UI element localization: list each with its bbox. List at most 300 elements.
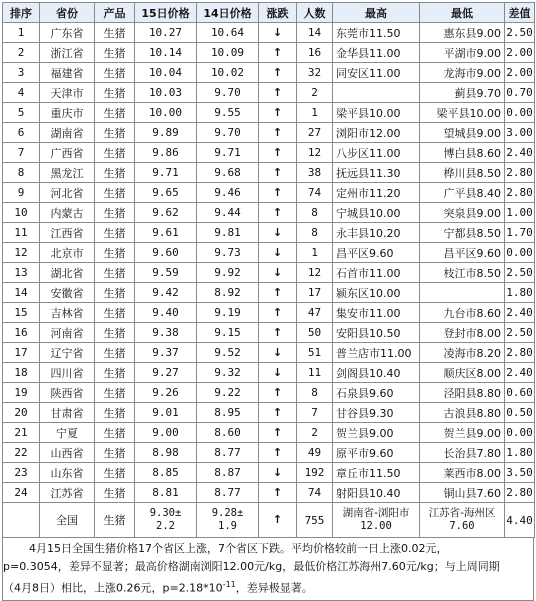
- row-price-15: 9.40: [135, 303, 197, 323]
- header-product: 产品: [95, 3, 135, 23]
- note-line-3-text: （4月8日）相比，上涨0.26元，p=2.18*10: [3, 581, 223, 595]
- row-diff: 2.00: [505, 63, 535, 83]
- row-count: 11: [297, 363, 333, 383]
- row-count: 12: [297, 143, 333, 163]
- row-highest: 浏阳市12.00: [333, 123, 420, 143]
- row-lowest: 枝江市8.50: [420, 263, 505, 283]
- row-highest: 梁平县10.00: [333, 103, 420, 123]
- row-highest: 贺兰县9.00: [333, 423, 420, 443]
- row-product: 生猪: [95, 103, 135, 123]
- row-diff: 0.60: [505, 383, 535, 403]
- total-diff: 4.40: [505, 503, 535, 538]
- row-rank: 23: [3, 463, 40, 483]
- row-diff: 0.00: [505, 243, 535, 263]
- row-lowest: 惠东县9.00: [420, 23, 505, 43]
- row-highest: 八步区11.00: [333, 143, 420, 163]
- row-product: 生猪: [95, 223, 135, 243]
- row-highest: 宁城县10.00: [333, 203, 420, 223]
- row-price-15: 9.60: [135, 243, 197, 263]
- row-diff: 2.80: [505, 183, 535, 203]
- row-count: 12: [297, 263, 333, 283]
- row-product: 生猪: [95, 443, 135, 463]
- note-line-3-exponent: -11: [222, 580, 236, 589]
- row-highest: 原平市9.60: [333, 443, 420, 463]
- row-lowest: 长治县7.80: [420, 443, 505, 463]
- row-price-15: 9.89: [135, 123, 197, 143]
- total-lowest: [420, 503, 505, 538]
- row-change-arrow: ↑: [259, 423, 297, 443]
- header-highest: 最高: [333, 3, 420, 23]
- row-lowest: 龙海市9.00: [420, 63, 505, 83]
- table-row: [3, 423, 535, 443]
- total-rank: [3, 503, 40, 538]
- row-province: 河南省: [40, 323, 95, 343]
- row-change-arrow: ↑: [259, 103, 297, 123]
- row-price-15: 9.01: [135, 403, 197, 423]
- row-product: 生猪: [95, 463, 135, 483]
- row-province: 广东省: [40, 23, 95, 43]
- row-highest: 永丰县10.20: [333, 223, 420, 243]
- row-product: 生猪: [95, 23, 135, 43]
- row-province: 内蒙古: [40, 203, 95, 223]
- row-rank: 9: [3, 183, 40, 203]
- table-row: [3, 263, 535, 283]
- price-table: [2, 2, 535, 538]
- total-price-15: [135, 503, 197, 538]
- row-diff: 2.80: [505, 483, 535, 503]
- row-province: 黑龙江: [40, 163, 95, 183]
- total-lowest-place: 江苏省-海州区: [428, 507, 496, 519]
- row-count: 49: [297, 443, 333, 463]
- table-row: [3, 443, 535, 463]
- row-product: 生猪: [95, 363, 135, 383]
- row-rank: 4: [3, 83, 40, 103]
- row-product: 生猪: [95, 123, 135, 143]
- row-lowest: 桦川县8.50: [420, 163, 505, 183]
- row-highest: 东莞市11.50: [333, 23, 420, 43]
- row-province: 广西省: [40, 143, 95, 163]
- row-change-arrow: ↓: [259, 463, 297, 483]
- row-price-14: 9.71: [197, 143, 259, 163]
- row-rank: 12: [3, 243, 40, 263]
- header-price-14: 14日价格: [197, 3, 259, 23]
- row-rank: 16: [3, 323, 40, 343]
- row-diff: 2.80: [505, 343, 535, 363]
- table-row: [3, 403, 535, 423]
- row-product: 生猪: [95, 283, 135, 303]
- row-price-14: 9.52: [197, 343, 259, 363]
- row-count: 16: [297, 43, 333, 63]
- row-highest: 射阳县10.40: [333, 483, 420, 503]
- row-price-14: 9.32: [197, 363, 259, 383]
- row-lowest: 九台市8.60: [420, 303, 505, 323]
- table-row: [3, 363, 535, 383]
- row-highest: 颍东区10.00: [333, 283, 420, 303]
- total-count: 755: [297, 503, 333, 538]
- row-province: 山西省: [40, 443, 95, 463]
- row-count: 50: [297, 323, 333, 343]
- row-change-arrow: ↓: [259, 23, 297, 43]
- total-lowest-price: 7.60: [449, 520, 475, 532]
- row-province: 福建省: [40, 63, 95, 83]
- row-highest: 普兰店市11.00: [333, 343, 420, 363]
- table-row: [3, 43, 535, 63]
- row-change-arrow: ↑: [259, 143, 297, 163]
- total-price-15-mean: 9.30±: [149, 507, 182, 519]
- row-price-14: 10.02: [197, 63, 259, 83]
- row-highest: [333, 83, 420, 103]
- row-diff: 2.50: [505, 23, 535, 43]
- row-change-arrow: ↑: [259, 443, 297, 463]
- row-diff: 2.50: [505, 263, 535, 283]
- row-rank: 21: [3, 423, 40, 443]
- row-diff: 0.00: [505, 423, 535, 443]
- row-price-15: 9.61: [135, 223, 197, 243]
- row-price-14: 8.60: [197, 423, 259, 443]
- row-price-15: 10.14: [135, 43, 197, 63]
- row-product: 生猪: [95, 483, 135, 503]
- row-price-14: 9.44: [197, 203, 259, 223]
- row-price-15: 9.42: [135, 283, 197, 303]
- row-count: 192: [297, 463, 333, 483]
- row-rank: 19: [3, 383, 40, 403]
- row-rank: 18: [3, 363, 40, 383]
- row-lowest: 凌海市8.20: [420, 343, 505, 363]
- row-rank: 1: [3, 23, 40, 43]
- row-lowest: 博白县8.60: [420, 143, 505, 163]
- header-row: [3, 3, 535, 23]
- row-lowest: 梁平县10.00: [420, 103, 505, 123]
- row-price-14: 9.81: [197, 223, 259, 243]
- row-province: 江苏省: [40, 483, 95, 503]
- table-row: [3, 83, 535, 103]
- row-product: 生猪: [95, 143, 135, 163]
- row-price-15: 9.26: [135, 383, 197, 403]
- price-report: [2, 2, 534, 601]
- header-count: 人数: [297, 3, 333, 23]
- row-change-arrow: ↓: [259, 223, 297, 243]
- row-product: 生猪: [95, 323, 135, 343]
- row-rank: 6: [3, 123, 40, 143]
- row-highest: 石泉县9.60: [333, 383, 420, 403]
- total-province: 全国: [40, 503, 95, 538]
- row-diff: 3.00: [505, 123, 535, 143]
- row-change-arrow: ↓: [259, 343, 297, 363]
- row-price-15: 8.81: [135, 483, 197, 503]
- row-rank: 24: [3, 483, 40, 503]
- row-lowest: 昌平区9.60: [420, 243, 505, 263]
- row-price-14: 9.92: [197, 263, 259, 283]
- row-count: 8: [297, 203, 333, 223]
- row-price-14: 10.09: [197, 43, 259, 63]
- row-change-arrow: ↓: [259, 243, 297, 263]
- note-line-2: p=0.3054，差异不显著；最高价格湖南浏阳12.00元/kg，最低价格江苏海州7.60元/kg；与上周同期: [3, 560, 500, 573]
- row-count: 51: [297, 343, 333, 363]
- row-product: 生猪: [95, 263, 135, 283]
- row-province: 天津市: [40, 83, 95, 103]
- row-province: 吉林省: [40, 303, 95, 323]
- row-change-arrow: ↑: [259, 483, 297, 503]
- row-lowest: 铜山县7.60: [420, 483, 505, 503]
- row-rank: 5: [3, 103, 40, 123]
- row-count: 17: [297, 283, 333, 303]
- table-row: [3, 163, 535, 183]
- row-count: 38: [297, 163, 333, 183]
- row-price-15: 9.37: [135, 343, 197, 363]
- row-highest: 定州市11.20: [333, 183, 420, 203]
- row-price-14: 9.55: [197, 103, 259, 123]
- row-diff: 3.50: [505, 463, 535, 483]
- row-change-arrow: ↑: [259, 323, 297, 343]
- total-change-arrow: ↑: [259, 503, 297, 538]
- row-price-14: 8.95: [197, 403, 259, 423]
- row-price-14: 10.64: [197, 23, 259, 43]
- row-rank: 2: [3, 43, 40, 63]
- row-province: 辽宁省: [40, 343, 95, 363]
- row-province: 四川省: [40, 363, 95, 383]
- table-row: [3, 483, 535, 503]
- row-count: 1: [297, 103, 333, 123]
- row-price-15: 8.85: [135, 463, 197, 483]
- row-diff: 1.00: [505, 203, 535, 223]
- row-count: 14: [297, 23, 333, 43]
- row-change-arrow: ↑: [259, 43, 297, 63]
- row-rank: 17: [3, 343, 40, 363]
- row-change-arrow: ↑: [259, 183, 297, 203]
- row-count: 8: [297, 383, 333, 403]
- row-price-14: 9.70: [197, 83, 259, 103]
- row-diff: 0.70: [505, 83, 535, 103]
- header-price-15: 15日价格: [135, 3, 197, 23]
- row-change-arrow: ↑: [259, 383, 297, 403]
- row-highest: 集安市11.00: [333, 303, 420, 323]
- row-diff: 2.00: [505, 43, 535, 63]
- row-highest: 安阳县10.50: [333, 323, 420, 343]
- row-rank: 15: [3, 303, 40, 323]
- row-lowest: 莱西市8.00: [420, 463, 505, 483]
- row-diff: 0.50: [505, 403, 535, 423]
- table-row: [3, 183, 535, 203]
- row-price-15: 9.71: [135, 163, 197, 183]
- row-count: 47: [297, 303, 333, 323]
- summary-note: [2, 538, 534, 601]
- row-count: 74: [297, 183, 333, 203]
- row-change-arrow: ↑: [259, 283, 297, 303]
- row-change-arrow: ↑: [259, 63, 297, 83]
- row-change-arrow: ↑: [259, 123, 297, 143]
- row-rank: 22: [3, 443, 40, 463]
- table-row: [3, 343, 535, 363]
- row-price-15: 9.38: [135, 323, 197, 343]
- row-product: 生猪: [95, 383, 135, 403]
- table-row: [3, 63, 535, 83]
- row-price-15: 9.62: [135, 203, 197, 223]
- row-price-14: 9.73: [197, 243, 259, 263]
- total-highest-price: 12.00: [360, 520, 392, 532]
- row-change-arrow: ↑: [259, 403, 297, 423]
- row-province: 重庆市: [40, 103, 95, 123]
- header-change: 涨跌: [259, 3, 297, 23]
- row-change-arrow: ↓: [259, 363, 297, 383]
- row-diff: 1.80: [505, 283, 535, 303]
- row-lowest: 蓟县9.70: [420, 83, 505, 103]
- row-product: 生猪: [95, 303, 135, 323]
- total-highest: [333, 503, 420, 538]
- table-row: [3, 123, 535, 143]
- row-rank: 20: [3, 403, 40, 423]
- row-diff: 2.50: [505, 323, 535, 343]
- row-price-15: 8.98: [135, 443, 197, 463]
- header-diff: 差值: [505, 3, 535, 23]
- row-price-15: 10.00: [135, 103, 197, 123]
- total-price-15-sd: 2.2: [156, 520, 175, 532]
- row-count: 32: [297, 63, 333, 83]
- row-product: 生猪: [95, 423, 135, 443]
- row-lowest: 泾阳县8.80: [420, 383, 505, 403]
- note-line-1: 4月15日全国生猪价格17个省区上涨，7个省区下跌。平均价格较前一日上涨0.02元，: [29, 542, 448, 555]
- row-count: 27: [297, 123, 333, 143]
- row-lowest: 登封市8.00: [420, 323, 505, 343]
- row-product: 生猪: [95, 63, 135, 83]
- row-change-arrow: ↑: [259, 303, 297, 323]
- row-product: 生猪: [95, 243, 135, 263]
- row-price-14: 9.68: [197, 163, 259, 183]
- row-price-14: 8.92: [197, 283, 259, 303]
- row-diff: 1.70: [505, 223, 535, 243]
- table-row: [3, 283, 535, 303]
- note-line-3-end: ，差异极显著。: [235, 581, 313, 595]
- row-product: 生猪: [95, 163, 135, 183]
- row-province: 陕西省: [40, 383, 95, 403]
- row-highest: 昌平区9.60: [333, 243, 420, 263]
- row-highest: 同安区11.00: [333, 63, 420, 83]
- row-lowest: [420, 283, 505, 303]
- row-price-15: 9.59: [135, 263, 197, 283]
- row-count: 2: [297, 83, 333, 103]
- row-price-15: 9.27: [135, 363, 197, 383]
- row-price-14: 9.70: [197, 123, 259, 143]
- row-diff: 2.40: [505, 143, 535, 163]
- row-price-14: 8.87: [197, 463, 259, 483]
- row-province: 湖南省: [40, 123, 95, 143]
- total-highest-place: 湖南省-浏阳市: [342, 507, 410, 519]
- row-change-arrow: ↓: [259, 263, 297, 283]
- total-price-14-mean: 9.28±: [211, 507, 244, 519]
- row-lowest: 顺庆区8.00: [420, 363, 505, 383]
- row-rank: 14: [3, 283, 40, 303]
- table-row: [3, 103, 535, 123]
- row-product: 生猪: [95, 343, 135, 363]
- row-count: 74: [297, 483, 333, 503]
- row-highest: 剑阁县10.40: [333, 363, 420, 383]
- row-lowest: 突泉县9.00: [420, 203, 505, 223]
- row-price-14: 9.46: [197, 183, 259, 203]
- row-change-arrow: ↑: [259, 83, 297, 103]
- table-row: [3, 223, 535, 243]
- table-row: [3, 243, 535, 263]
- row-product: 生猪: [95, 83, 135, 103]
- row-highest: 石首市11.00: [333, 263, 420, 283]
- total-product: 生猪: [95, 503, 135, 538]
- row-diff: 2.80: [505, 163, 535, 183]
- row-count: 7: [297, 403, 333, 423]
- row-lowest: 广平县8.40: [420, 183, 505, 203]
- row-rank: 10: [3, 203, 40, 223]
- row-product: 生猪: [95, 183, 135, 203]
- row-price-15: 10.27: [135, 23, 197, 43]
- row-highest: 抚远县11.30: [333, 163, 420, 183]
- row-province: 江西省: [40, 223, 95, 243]
- header-lowest: 最低: [420, 3, 505, 23]
- row-province: 安徽省: [40, 283, 95, 303]
- table-row: [3, 23, 535, 43]
- row-rank: 13: [3, 263, 40, 283]
- row-province: 北京市: [40, 243, 95, 263]
- row-lowest: 望城县9.00: [420, 123, 505, 143]
- header-rank: 排序: [3, 3, 40, 23]
- row-province: 河北省: [40, 183, 95, 203]
- table-row: [3, 463, 535, 483]
- row-price-15: 10.04: [135, 63, 197, 83]
- row-product: 生猪: [95, 403, 135, 423]
- row-price-15: 9.00: [135, 423, 197, 443]
- total-price-14: [197, 503, 259, 538]
- row-highest: 甘谷县9.30: [333, 403, 420, 423]
- row-product: 生猪: [95, 203, 135, 223]
- row-price-14: 9.22: [197, 383, 259, 403]
- row-highest: 金华县11.00: [333, 43, 420, 63]
- row-province: 宁夏: [40, 423, 95, 443]
- row-price-14: 8.77: [197, 483, 259, 503]
- table-row: [3, 383, 535, 403]
- row-diff: 0.00: [505, 103, 535, 123]
- row-rank: 8: [3, 163, 40, 183]
- row-province: 湖北省: [40, 263, 95, 283]
- row-diff: 1.80: [505, 443, 535, 463]
- row-province: 浙江省: [40, 43, 95, 63]
- table-row: [3, 143, 535, 163]
- table-row: [3, 323, 535, 343]
- row-product: 生猪: [95, 43, 135, 63]
- table-row: [3, 303, 535, 323]
- row-price-15: 10.03: [135, 83, 197, 103]
- row-price-15: 9.86: [135, 143, 197, 163]
- row-count: 1: [297, 243, 333, 263]
- row-rank: 3: [3, 63, 40, 83]
- row-price-14: 9.15: [197, 323, 259, 343]
- row-count: 2: [297, 423, 333, 443]
- row-rank: 7: [3, 143, 40, 163]
- row-lowest: 贺兰县9.00: [420, 423, 505, 443]
- row-lowest: 宁都县8.50: [420, 223, 505, 243]
- row-count: 8: [297, 223, 333, 243]
- total-price-14-sd: 1.9: [218, 520, 237, 532]
- row-lowest: 古浪县8.80: [420, 403, 505, 423]
- row-province: 甘肃省: [40, 403, 95, 423]
- row-highest: 章丘市11.50: [333, 463, 420, 483]
- row-price-14: 8.77: [197, 443, 259, 463]
- row-province: 山东省: [40, 463, 95, 483]
- note-line-3: [3, 576, 533, 598]
- row-change-arrow: ↑: [259, 163, 297, 183]
- row-change-arrow: ↑: [259, 203, 297, 223]
- row-rank: 11: [3, 223, 40, 243]
- row-price-15: 9.65: [135, 183, 197, 203]
- row-lowest: 平湖市9.00: [420, 43, 505, 63]
- total-row: [3, 503, 535, 538]
- row-diff: 2.40: [505, 363, 535, 383]
- row-diff: 2.40: [505, 303, 535, 323]
